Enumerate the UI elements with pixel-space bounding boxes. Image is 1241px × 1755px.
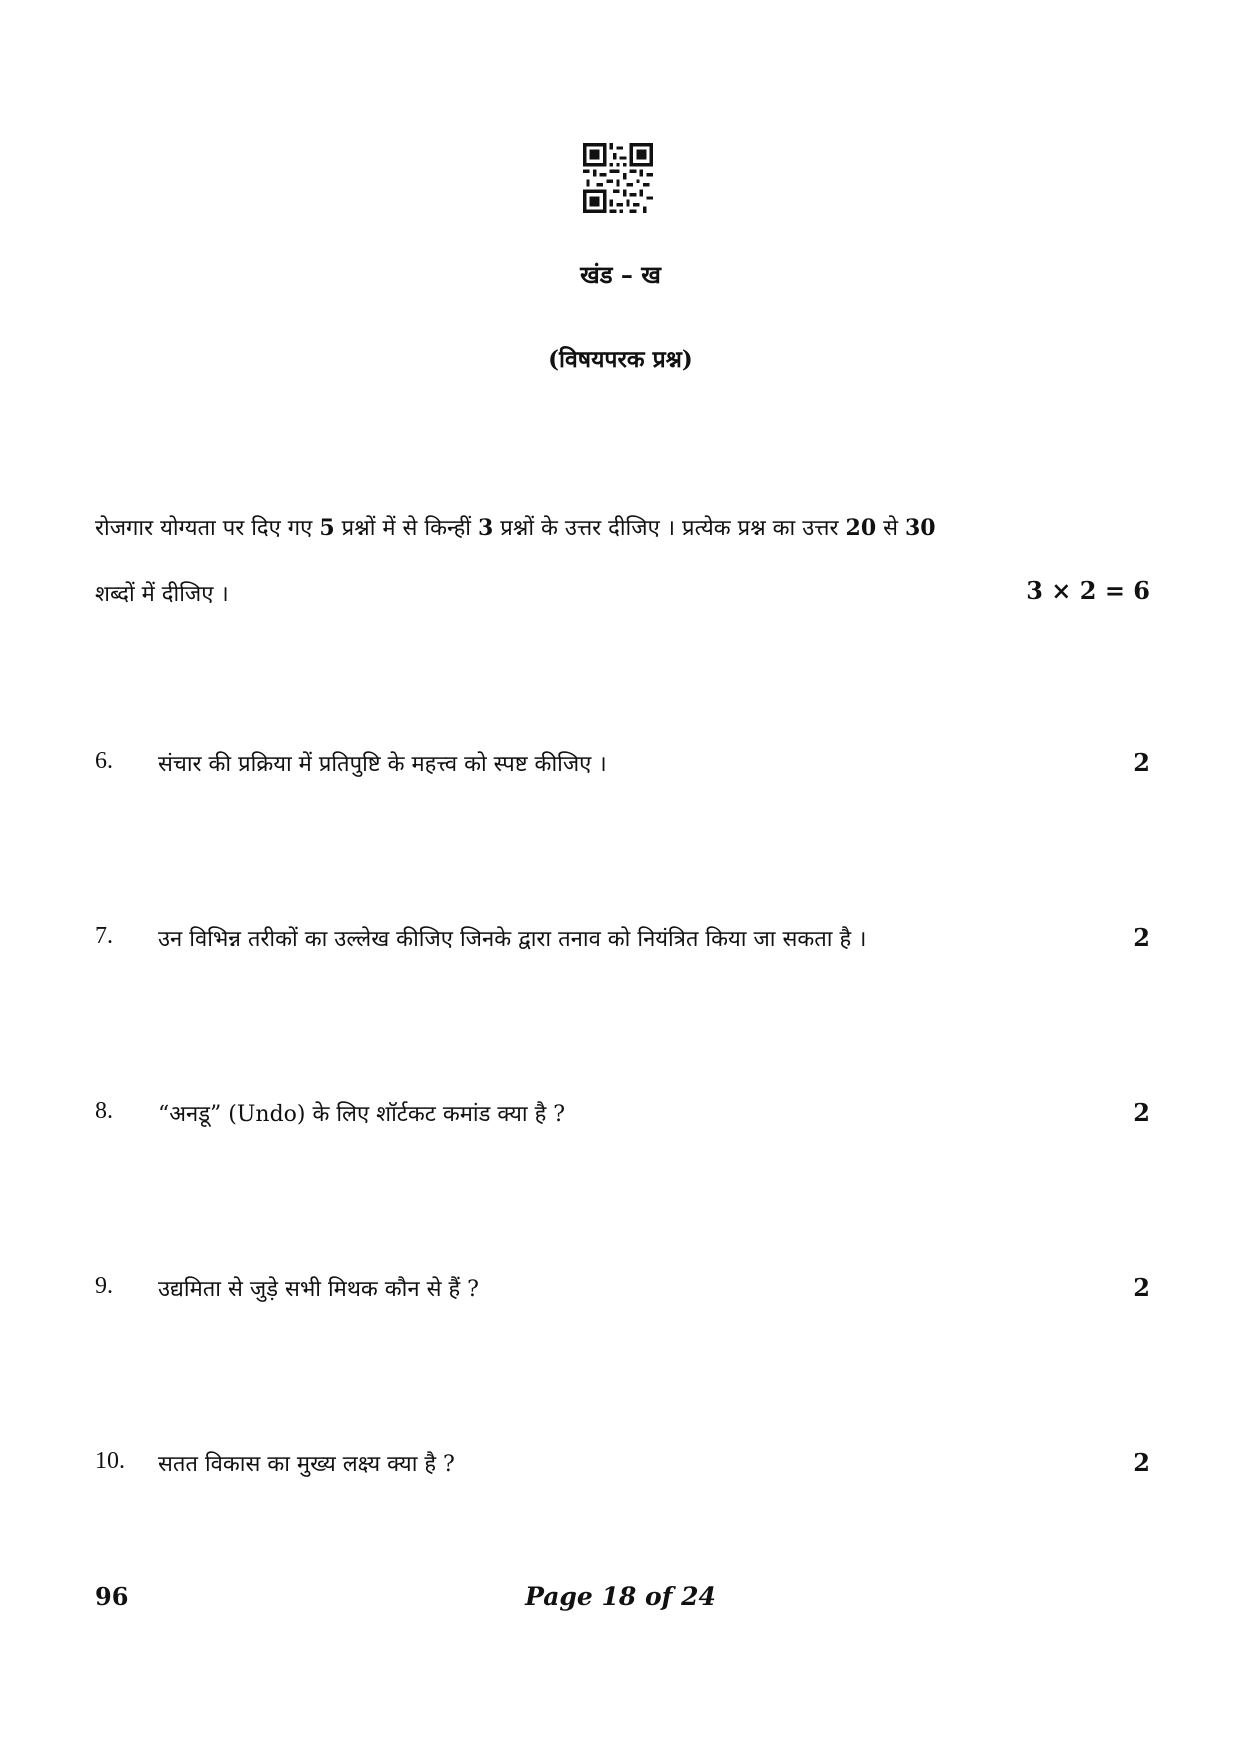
instructions-line-2: शब्दों में दीजिए । xyxy=(95,582,229,607)
instructions-line-1 xyxy=(95,512,936,542)
question-number: 8. xyxy=(95,1098,113,1124)
question-text: “अनडू” (Undo) के लिए शॉर्टकट कमांड क्या है ? xyxy=(158,1102,566,1127)
question-item xyxy=(95,748,1150,782)
instructions-text: प्रश्नों में से किन्हीं xyxy=(334,516,478,541)
question-number: 7. xyxy=(95,923,113,949)
instructions-number: 20 xyxy=(845,515,877,541)
question-number: 9. xyxy=(95,1273,113,1299)
instructions-number: 3 xyxy=(477,515,494,541)
question-text: उद्यमिता से जुड़े सभी मिथक कौन से हैं ? xyxy=(158,1277,479,1302)
instructions-text: रोजगार योग्यता पर दिए गए xyxy=(95,516,320,541)
question-number: 10. xyxy=(95,1448,125,1474)
marks-formula: 3 × 2 = 6 xyxy=(1026,576,1150,605)
question-item xyxy=(95,1098,1150,1132)
qr-code xyxy=(583,143,653,213)
section-subtitle: (विषयपरक प्रश्न) xyxy=(548,346,693,373)
question-marks: 2 xyxy=(1133,1448,1150,1477)
paper-code: 96 xyxy=(95,1582,129,1611)
question-item xyxy=(95,1273,1150,1307)
question-number: 6. xyxy=(95,748,113,774)
question-item xyxy=(95,923,1150,957)
question-text: संचार की प्रक्रिया में प्रतिपुष्टि के महत्त्व को स्पष्ट कीजिए । xyxy=(158,752,607,777)
question-marks: 2 xyxy=(1133,1273,1150,1302)
page-number: Page 18 of 24 xyxy=(525,1582,716,1611)
instructions-number: 5 xyxy=(319,515,335,541)
instructions-text: प्रश्नों के उत्तर दीजिए । प्रत्येक प्रश्न का उत्तर xyxy=(493,516,846,541)
question-marks: 2 xyxy=(1133,1098,1150,1127)
instructions-text: से xyxy=(876,516,905,541)
instructions-number: 30 xyxy=(905,515,936,541)
section-title: खंड – ख xyxy=(580,260,661,289)
question-item xyxy=(95,1448,1150,1482)
question-text: उन विभिन्न तरीकों का उल्लेख कीजिए जिनके द्वारा तनाव को नियंत्रित किया जा सकता है । xyxy=(158,927,867,952)
question-marks: 2 xyxy=(1133,748,1150,777)
question-text: सतत विकास का मुख्य लक्ष्य क्या है ? xyxy=(158,1452,455,1477)
question-marks: 2 xyxy=(1133,923,1150,952)
instructions-block xyxy=(95,512,1150,612)
